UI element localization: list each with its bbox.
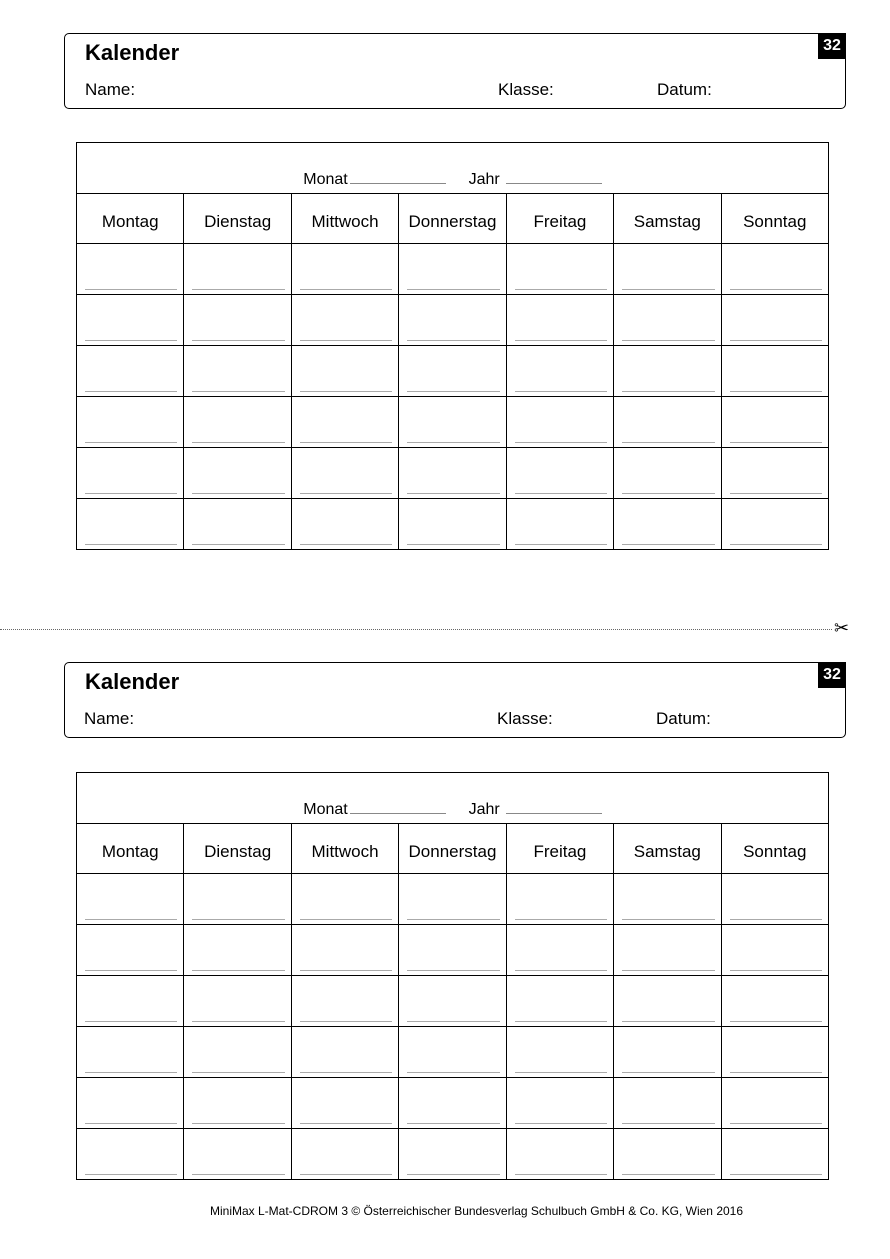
write-line: [515, 1072, 607, 1073]
day-cell[interactable]: [506, 874, 613, 925]
write-line: [407, 1123, 499, 1124]
day-cell[interactable]: [77, 448, 184, 499]
day-cell[interactable]: [184, 1078, 291, 1129]
write-line: [407, 1072, 499, 1073]
write-line: [730, 1174, 822, 1175]
write-line: [85, 340, 177, 341]
week-row: [77, 397, 829, 448]
day-cell[interactable]: [184, 499, 291, 550]
day-cell[interactable]: [184, 346, 291, 397]
worksheet-title: Kalender: [85, 669, 180, 694]
day-cell[interactable]: [399, 976, 506, 1027]
day-cell[interactable]: [291, 295, 398, 346]
write-line: [515, 289, 607, 290]
day-cell[interactable]: [291, 1129, 398, 1180]
week-row: [77, 1129, 829, 1180]
write-line: [622, 391, 714, 392]
datum-label: Datum:: [656, 709, 711, 728]
week-row: [77, 244, 829, 295]
write-line: [85, 1174, 177, 1175]
weekday-header: Donnerstag: [399, 194, 506, 244]
write-line: [192, 919, 284, 920]
day-cell[interactable]: [77, 874, 184, 925]
day-cell[interactable]: [184, 295, 291, 346]
week-row: [77, 346, 829, 397]
day-cell[interactable]: [399, 295, 506, 346]
write-line: [407, 493, 499, 494]
day-cell[interactable]: [77, 397, 184, 448]
write-line: [730, 1021, 822, 1022]
weekday-header: Sonntag: [721, 824, 828, 874]
day-cell[interactable]: [399, 925, 506, 976]
write-line: [515, 1021, 607, 1022]
day-cell[interactable]: [399, 244, 506, 295]
day-cell[interactable]: [399, 448, 506, 499]
write-line: [407, 970, 499, 971]
day-cell[interactable]: [614, 346, 721, 397]
day-cell[interactable]: [399, 1129, 506, 1180]
day-cell[interactable]: [399, 397, 506, 448]
day-cell[interactable]: [77, 1078, 184, 1129]
month-blank[interactable]: [350, 183, 446, 184]
weekday-header: Freitag: [506, 194, 613, 244]
day-cell[interactable]: [506, 1129, 613, 1180]
day-cell[interactable]: [721, 874, 828, 925]
write-line: [300, 919, 392, 920]
write-line: [85, 1123, 177, 1124]
worksheet-title: Kalender: [85, 40, 180, 65]
day-cell[interactable]: [721, 1078, 828, 1129]
write-line: [515, 442, 607, 443]
weekday-header: Dienstag: [184, 824, 291, 874]
week-row: [77, 448, 829, 499]
write-line: [730, 1072, 822, 1073]
write-line: [407, 442, 499, 443]
day-cell[interactable]: [721, 448, 828, 499]
day-cell[interactable]: [184, 1129, 291, 1180]
weekday-header: Mittwoch: [291, 194, 398, 244]
weekday-header: Sonntag: [721, 194, 828, 244]
day-cell[interactable]: [184, 925, 291, 976]
day-cell[interactable]: [614, 1129, 721, 1180]
week-row: [77, 499, 829, 550]
weekday-header: Montag: [77, 194, 184, 244]
write-line: [85, 970, 177, 971]
write-line: [622, 1123, 714, 1124]
day-cell[interactable]: [77, 295, 184, 346]
day-cell[interactable]: [399, 346, 506, 397]
year-blank[interactable]: [506, 183, 602, 184]
weekday-header: Samstag: [614, 194, 721, 244]
write-line: [622, 1072, 714, 1073]
calendar-table: [76, 772, 829, 1180]
header-box: [64, 33, 846, 109]
day-cell[interactable]: [721, 925, 828, 976]
day-cell[interactable]: [721, 244, 828, 295]
day-cell[interactable]: [614, 499, 721, 550]
day-cell[interactable]: [291, 874, 398, 925]
day-cell[interactable]: [77, 925, 184, 976]
weekday-header: Mittwoch: [291, 824, 398, 874]
write-line: [515, 493, 607, 494]
day-cell[interactable]: [184, 1027, 291, 1078]
calendar-table: [76, 142, 829, 550]
write-line: [515, 1123, 607, 1124]
day-cell[interactable]: [721, 499, 828, 550]
day-cell[interactable]: [614, 397, 721, 448]
write-line: [300, 442, 392, 443]
day-cell[interactable]: [506, 976, 613, 1027]
week-row: [77, 925, 829, 976]
write-line: [85, 919, 177, 920]
klasse-label: Klasse:: [498, 80, 554, 99]
year-label: Jahr: [468, 801, 500, 818]
name-label: Name:: [85, 80, 136, 99]
week-row: [77, 295, 829, 346]
write-line: [85, 1072, 177, 1073]
write-line: [192, 1174, 284, 1175]
day-cell[interactable]: [721, 346, 828, 397]
write-line: [85, 391, 177, 392]
day-cell[interactable]: [291, 448, 398, 499]
day-cell[interactable]: [614, 448, 721, 499]
write-line: [85, 289, 177, 290]
write-line: [407, 391, 499, 392]
year-label: Jahr: [468, 171, 500, 188]
write-line: [192, 1123, 284, 1124]
day-cell[interactable]: [506, 1078, 613, 1129]
write-line: [622, 919, 714, 920]
write-line: [300, 970, 392, 971]
weekday-header-row: [77, 824, 829, 874]
day-cell[interactable]: [399, 1027, 506, 1078]
day-cell[interactable]: [184, 448, 291, 499]
write-line: [192, 544, 284, 545]
day-cell[interactable]: [77, 976, 184, 1027]
write-line: [730, 391, 822, 392]
month-label: Monat: [303, 801, 348, 818]
write-line: [515, 340, 607, 341]
day-cell[interactable]: [506, 346, 613, 397]
month-blank[interactable]: [350, 813, 446, 814]
day-cell[interactable]: [506, 295, 613, 346]
day-cell[interactable]: [614, 244, 721, 295]
write-line: [300, 544, 392, 545]
write-line: [407, 1021, 499, 1022]
name-label: Name:: [84, 709, 135, 728]
day-cell[interactable]: [506, 448, 613, 499]
write-line: [85, 544, 177, 545]
day-cell[interactable]: [291, 976, 398, 1027]
weekday-header: Dienstag: [184, 194, 291, 244]
write-line: [730, 970, 822, 971]
day-cell[interactable]: [399, 874, 506, 925]
day-cell[interactable]: [291, 244, 398, 295]
day-cell[interactable]: [506, 499, 613, 550]
write-line: [515, 919, 607, 920]
write-line: [407, 289, 499, 290]
klasse-label: Klasse:: [497, 709, 553, 728]
day-cell[interactable]: [399, 1078, 506, 1129]
year-blank[interactable]: [506, 813, 602, 814]
cut-line: [0, 629, 832, 630]
week-rows: [77, 244, 829, 550]
write-line: [730, 340, 822, 341]
day-cell[interactable]: [721, 295, 828, 346]
month-year-row: [77, 773, 829, 824]
write-line: [85, 1021, 177, 1022]
write-line: [300, 1123, 392, 1124]
day-cell[interactable]: [614, 976, 721, 1027]
write-line: [300, 1174, 392, 1175]
write-line: [300, 391, 392, 392]
day-cell[interactable]: [184, 976, 291, 1027]
write-line: [622, 289, 714, 290]
write-line: [622, 1174, 714, 1175]
day-cell[interactable]: [399, 499, 506, 550]
write-line: [730, 544, 822, 545]
week-row: [77, 874, 829, 925]
write-line: [622, 340, 714, 341]
write-line: [622, 1021, 714, 1022]
write-line: [622, 442, 714, 443]
weekday-header-row: [77, 194, 829, 244]
write-line: [192, 442, 284, 443]
write-line: [730, 919, 822, 920]
day-cell[interactable]: [77, 244, 184, 295]
month-year-row: [77, 143, 829, 194]
day-cell[interactable]: [291, 397, 398, 448]
day-cell[interactable]: [184, 397, 291, 448]
write-line: [515, 1174, 607, 1175]
write-line: [192, 340, 284, 341]
write-line: [730, 442, 822, 443]
day-cell[interactable]: [184, 874, 291, 925]
weekday-header: Samstag: [614, 824, 721, 874]
day-cell[interactable]: [506, 397, 613, 448]
write-line: [730, 1123, 822, 1124]
day-cell[interactable]: [614, 874, 721, 925]
write-line: [515, 970, 607, 971]
page-number-badge: 32: [818, 33, 846, 59]
write-line: [622, 544, 714, 545]
write-line: [730, 493, 822, 494]
day-cell[interactable]: [721, 397, 828, 448]
write-line: [85, 493, 177, 494]
week-row: [77, 1078, 829, 1129]
day-cell[interactable]: [614, 925, 721, 976]
write-line: [407, 340, 499, 341]
day-cell[interactable]: [614, 295, 721, 346]
day-cell[interactable]: [77, 1027, 184, 1078]
day-cell[interactable]: [291, 346, 398, 397]
write-line: [192, 1072, 284, 1073]
write-line: [407, 919, 499, 920]
write-line: [622, 493, 714, 494]
day-cell[interactable]: [506, 1027, 613, 1078]
write-line: [192, 493, 284, 494]
weekday-header: Donnerstag: [399, 824, 506, 874]
scissors-icon: ✂: [834, 618, 850, 638]
day-cell[interactable]: [291, 1078, 398, 1129]
day-cell[interactable]: [77, 1129, 184, 1180]
day-cell[interactable]: [291, 499, 398, 550]
datum-label: Datum:: [657, 80, 712, 99]
write-line: [407, 1174, 499, 1175]
write-line: [515, 544, 607, 545]
month-label: Monat: [303, 171, 348, 188]
write-line: [300, 493, 392, 494]
write-line: [192, 289, 284, 290]
write-line: [515, 391, 607, 392]
day-cell[interactable]: [614, 1078, 721, 1129]
write-line: [622, 970, 714, 971]
page-number-badge: 32: [818, 662, 846, 688]
write-line: [407, 544, 499, 545]
day-cell[interactable]: [506, 244, 613, 295]
write-line: [192, 1021, 284, 1022]
write-line: [192, 970, 284, 971]
week-row: [77, 976, 829, 1027]
copyright-footer: MiniMax L-Mat-CDROM 3 © Österreichischer Bundesverlag Schulbuch GmbH & Co. KG, Wien 2016: [209, 1204, 744, 1218]
write-line: [300, 1072, 392, 1073]
write-line: [300, 1021, 392, 1022]
week-row: [77, 1027, 829, 1078]
day-cell[interactable]: [506, 925, 613, 976]
write-line: [192, 391, 284, 392]
day-cell[interactable]: [291, 1027, 398, 1078]
weekday-header: Freitag: [506, 824, 613, 874]
write-line: [730, 289, 822, 290]
day-cell[interactable]: [614, 1027, 721, 1078]
write-line: [85, 442, 177, 443]
header-box: [64, 662, 846, 738]
write-line: [300, 289, 392, 290]
day-cell[interactable]: [721, 1129, 828, 1180]
day-cell[interactable]: [721, 976, 828, 1027]
weekday-header: Montag: [77, 824, 184, 874]
day-cell[interactable]: [184, 244, 291, 295]
day-cell[interactable]: [77, 346, 184, 397]
week-rows: [77, 874, 829, 1180]
day-cell[interactable]: [721, 1027, 828, 1078]
write-line: [300, 340, 392, 341]
day-cell[interactable]: [291, 925, 398, 976]
day-cell[interactable]: [77, 499, 184, 550]
